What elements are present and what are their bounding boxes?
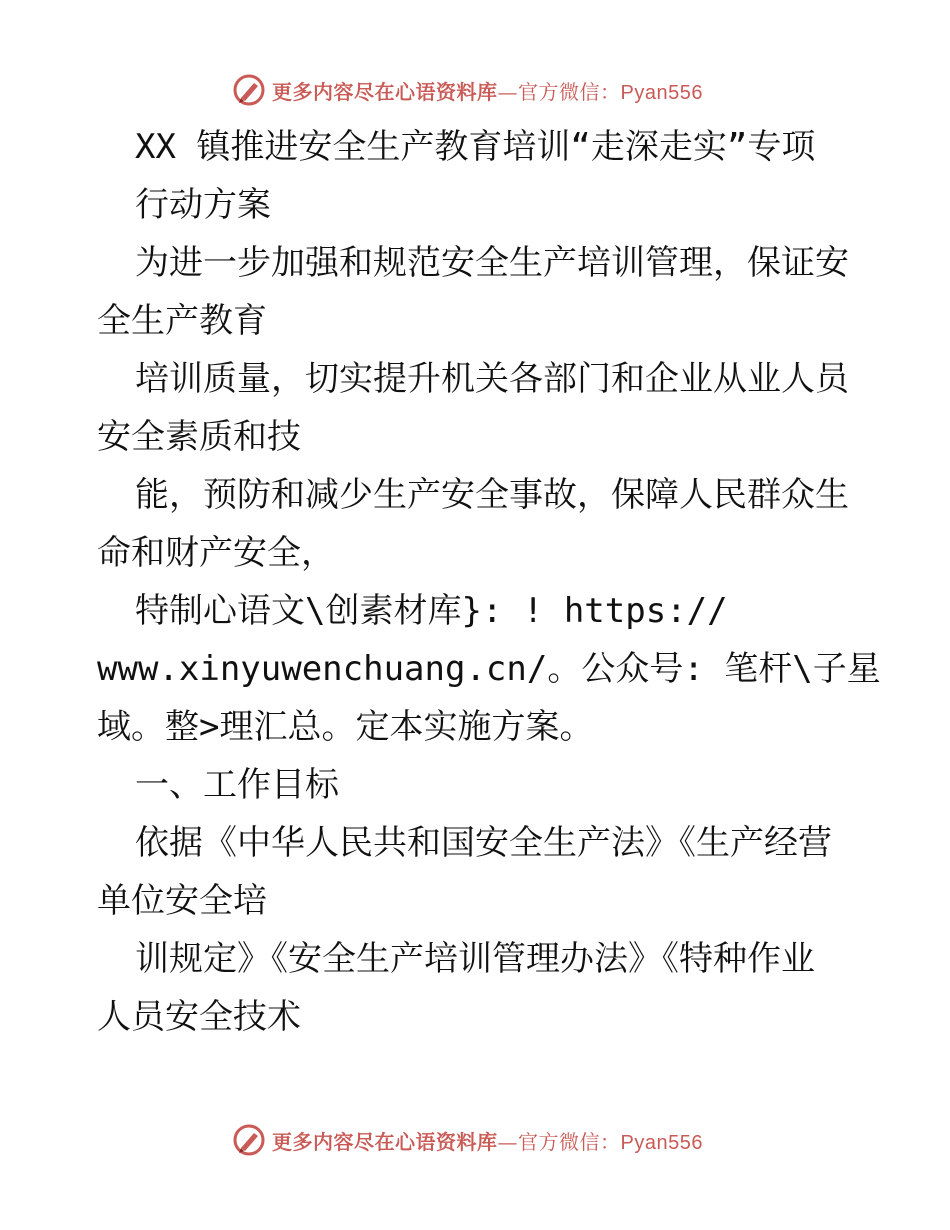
doc-title-line-1: XX 镇推进安全生产教育培训“走深走实”专项 [135, 127, 816, 167]
doc-paragraph-line: www.xinyuwenchuang.cn/。公众号: 笔杆\子星 [97, 649, 881, 689]
watermark-brand: 更多内容尽在心语资料库 [272, 1129, 498, 1154]
doc-title-line-2: 行动方案 [135, 185, 271, 225]
watermark-label: 官方微信： [518, 1129, 621, 1154]
doc-paragraph-line: 人员安全技术 [97, 997, 301, 1037]
doc-paragraph-line: 训规定》《安全生产培训管理办法》《特种作业 [135, 939, 815, 979]
watermark-separator: — [497, 1129, 518, 1154]
watermark-brand: 更多内容尽在心语资料库 [272, 79, 498, 104]
pen-logo-icon [232, 73, 266, 107]
watermark-label: 官方微信： [518, 79, 621, 104]
header-watermark [232, 70, 703, 110]
doc-paragraph-line: 依据《中华人民共和国安全生产法》《生产经营 [135, 823, 832, 863]
doc-paragraph-line: 安全素质和技 [97, 417, 301, 457]
doc-paragraph-line: 单位安全培 [97, 881, 267, 921]
watermark-text [272, 1126, 703, 1155]
doc-paragraph-line: 特制心语文\创素材库}: ! https:// [135, 591, 728, 631]
doc-paragraph-line: 能，预防和减少生产安全事故，保障人民群众生 [135, 475, 849, 515]
doc-paragraph-line: 域。整>理汇总。定本实施方案。 [97, 707, 594, 747]
doc-paragraph-line: 为进一步加强和规范安全生产培训管理，保证安 [135, 243, 849, 283]
watermark-text [272, 76, 703, 105]
watermark-handle: Pyan556 [620, 1131, 703, 1154]
document-body [97, 118, 881, 1046]
watermark-handle: Pyan556 [620, 81, 703, 104]
doc-paragraph-line: 命和财产安全， [97, 533, 335, 573]
doc-paragraph-line: 培训质量，切实提升机关各部门和企业从业人员 [135, 359, 849, 399]
doc-paragraph-line: 全生产教育 [97, 301, 267, 341]
pen-logo-icon [232, 1123, 266, 1157]
section-heading: 一、工作目标 [135, 765, 339, 805]
watermark-separator: — [497, 79, 518, 104]
footer-watermark [232, 1120, 703, 1160]
